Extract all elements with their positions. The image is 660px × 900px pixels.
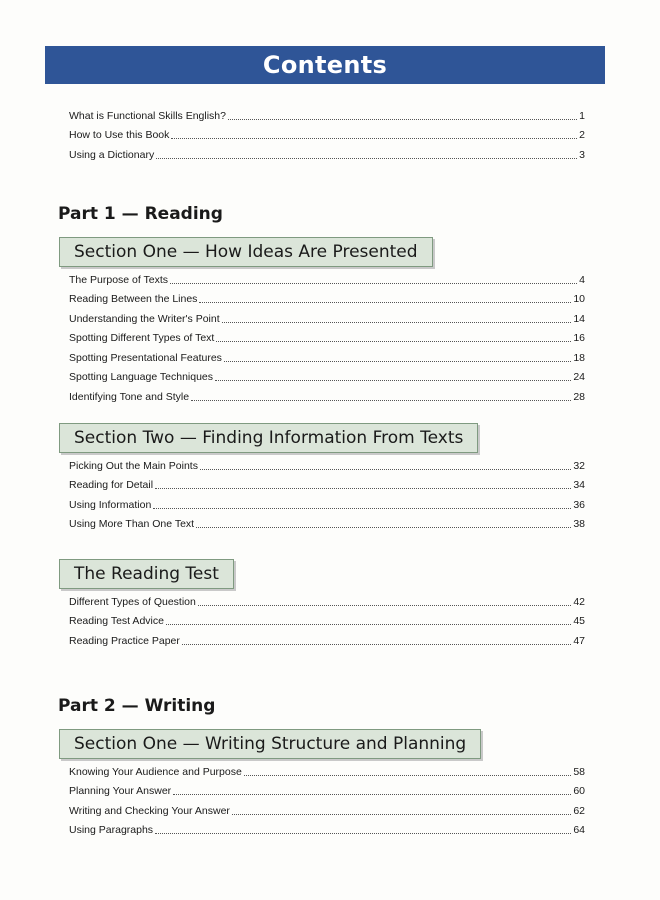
section-list xyxy=(69,267,585,404)
toc-entry[interactable] xyxy=(69,453,585,473)
dot-leader xyxy=(215,379,571,381)
toc-entry-label: Using More Than One Text xyxy=(69,518,195,530)
toc-entry-page: 42 xyxy=(573,595,585,608)
section-heading: Section One — How Ideas Are Presented xyxy=(59,237,433,267)
toc-entry[interactable] xyxy=(69,326,585,346)
toc-entry-label: Planning Your Answer xyxy=(69,785,172,797)
dot-leader xyxy=(224,360,571,362)
toc-entry-page: 45 xyxy=(573,615,585,627)
part-1-heading: Part 1 — Reading xyxy=(58,204,223,224)
dot-leader xyxy=(232,813,571,815)
toc-entry[interactable] xyxy=(69,384,585,404)
section-list xyxy=(69,453,585,531)
toc-entry-page: 38 xyxy=(573,518,585,530)
toc-entry-label: Picking Out the Main Points xyxy=(69,459,198,472)
dot-leader xyxy=(228,118,577,120)
toc-entry-label: Reading Test Advice xyxy=(69,615,164,627)
dot-leader xyxy=(155,487,571,489)
toc-entry-label: How to Use this Book xyxy=(69,129,170,141)
toc-entry-label: Understanding the Writer's Point xyxy=(69,312,220,325)
toc-entry[interactable] xyxy=(69,512,585,532)
toc-entry-page: 62 xyxy=(573,804,585,817)
toc-entry-label: Using Paragraphs xyxy=(69,824,154,836)
section-list xyxy=(69,589,585,648)
dot-leader xyxy=(244,774,572,776)
section-list xyxy=(69,759,585,837)
toc-entry[interactable] xyxy=(69,306,585,326)
dot-leader xyxy=(170,282,577,284)
toc-entry-label: Reading Practice Paper xyxy=(69,634,180,647)
dot-leader xyxy=(173,793,571,795)
section-heading: The Reading Test xyxy=(59,559,234,589)
dot-leader xyxy=(156,157,577,159)
toc-entry-label: Reading for Detail xyxy=(69,479,154,491)
part-2-heading: Part 2 — Writing xyxy=(58,696,216,716)
toc-entry[interactable] xyxy=(69,123,585,143)
dot-leader xyxy=(196,526,571,528)
toc-entry-page: 3 xyxy=(579,148,585,161)
dot-leader xyxy=(182,643,571,645)
section-heading: Section Two — Finding Information From Texts xyxy=(59,423,478,453)
toc-entry-label: Identifying Tone and Style xyxy=(69,390,190,403)
toc-entry-page: 28 xyxy=(573,390,585,403)
toc-entry[interactable] xyxy=(69,287,585,307)
toc-entry[interactable] xyxy=(69,589,585,609)
toc-entry-page: 64 xyxy=(573,824,585,836)
toc-entry-label: Spotting Language Techniques xyxy=(69,371,214,383)
toc-entry-page: 32 xyxy=(573,459,585,472)
toc-entry-label: Writing and Checking Your Answer xyxy=(69,804,230,817)
toc-entry-page: 36 xyxy=(573,498,585,511)
toc-entry[interactable] xyxy=(69,798,585,818)
toc-entry-page: 18 xyxy=(573,351,585,364)
toc-entry-page: 58 xyxy=(573,765,585,778)
toc-entry[interactable] xyxy=(69,818,585,838)
dot-leader xyxy=(199,301,571,303)
dot-leader xyxy=(155,832,571,834)
toc-entry-label: The Purpose of Texts xyxy=(69,273,169,286)
toc-entry[interactable] xyxy=(69,609,585,629)
toc-entry-page: 16 xyxy=(573,332,585,344)
toc-entry-label: Different Types of Question xyxy=(69,595,196,608)
toc-entry-label: Reading Between the Lines xyxy=(69,293,198,305)
toc-entry-label: Spotting Presentational Features xyxy=(69,351,222,364)
toc-entry[interactable] xyxy=(69,267,585,287)
toc-entry-page: 14 xyxy=(573,312,585,325)
dot-leader xyxy=(171,137,577,139)
dot-leader xyxy=(166,623,571,625)
dot-leader xyxy=(191,399,571,401)
toc-entry-page: 60 xyxy=(573,785,585,797)
toc-entry[interactable] xyxy=(69,365,585,385)
intro-list xyxy=(69,103,585,162)
toc-entry-label: Spotting Different Types of Text xyxy=(69,332,215,344)
toc-entry-label: Using Information xyxy=(69,498,152,511)
toc-entry[interactable] xyxy=(69,103,585,123)
dot-leader xyxy=(200,468,571,470)
toc-entry[interactable] xyxy=(69,759,585,779)
toc-entry[interactable] xyxy=(69,142,585,162)
dot-leader xyxy=(222,321,572,323)
toc-entry-page: 24 xyxy=(573,371,585,383)
toc-entry-page: 2 xyxy=(579,129,585,141)
toc-entry[interactable] xyxy=(69,628,585,648)
toc-entry-page: 4 xyxy=(579,273,585,286)
toc-entry-page: 10 xyxy=(573,293,585,305)
toc-entry[interactable] xyxy=(69,345,585,365)
contents-title: Contents xyxy=(45,46,605,84)
dot-leader xyxy=(216,340,571,342)
section-heading: Section One — Writing Structure and Planning xyxy=(59,729,481,759)
toc-entry-label: Knowing Your Audience and Purpose xyxy=(69,765,242,778)
toc-entry-page: 1 xyxy=(579,109,585,122)
toc-entry-label: Using a Dictionary xyxy=(69,148,155,161)
toc-entry[interactable] xyxy=(69,473,585,493)
dot-leader xyxy=(198,604,571,606)
toc-entry-page: 47 xyxy=(573,634,585,647)
toc-entry[interactable] xyxy=(69,492,585,512)
toc-entry-label: What is Functional Skills English? xyxy=(69,109,226,122)
toc-entry[interactable] xyxy=(69,779,585,799)
dot-leader xyxy=(153,507,571,509)
toc-entry-page: 34 xyxy=(573,479,585,491)
